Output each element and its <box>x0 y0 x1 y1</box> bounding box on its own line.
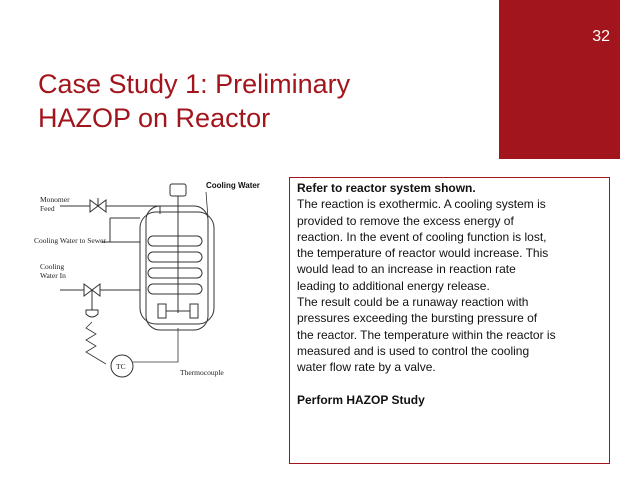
slide-title-line-1: Case Study 1: Preliminary <box>38 69 351 99</box>
label-tc: TC <box>116 362 126 371</box>
paragraph-2-line: pressures exceeding the bursting pressure of <box>297 311 538 326</box>
slide-number-box <box>499 0 620 159</box>
cooling-coil <box>148 268 202 278</box>
cooling-coil <box>148 252 202 262</box>
label-monomer-feed-1: Monomer <box>40 195 70 204</box>
slide-title <box>38 67 478 135</box>
thermocouple-line <box>133 328 178 362</box>
task-instruction: Perform HAZOP Study <box>297 392 425 407</box>
impeller-blade <box>190 304 198 318</box>
cooling-coil <box>148 236 202 246</box>
paragraph-1-line: leading to additional energy release. <box>297 278 490 293</box>
description-box <box>289 177 610 464</box>
paragraph-1-line: The reaction is exothermic. A cooling system is <box>297 197 546 212</box>
paragraph-1-line: provided to remove the excess energy of <box>297 213 514 228</box>
control-signal-line <box>86 322 106 364</box>
impeller-blade <box>158 304 166 318</box>
label-cooling-water: Cooling Water <box>206 181 260 190</box>
paragraph-2-line: the reactor. The temperature within the reactor is <box>297 327 556 342</box>
reactor-diagram <box>30 178 290 388</box>
agitator-motor <box>170 184 186 196</box>
label-cooling-water-in-1: Cooling <box>40 262 65 271</box>
label-cooling-water-to-sewer: Cooling Water to Sewer <box>34 236 106 245</box>
label-thermocouple: Thermocouple <box>180 368 224 377</box>
cooling-coil <box>148 284 202 294</box>
paragraph-2-line: water flow rate by a valve. <box>297 360 436 375</box>
slide-title-line-2: HAZOP on Reactor <box>38 103 271 133</box>
paragraph-1-line: reaction. In the event of cooling function is lost, <box>297 229 547 244</box>
valve-actuator <box>86 310 98 317</box>
label-cooling-water-in-2: Water In <box>40 271 66 280</box>
paragraph-1-line: would lead to an increase in reaction rate <box>297 262 516 277</box>
paragraph-1-line: the temperature of reactor would increase. This <box>297 246 549 261</box>
label-monomer-feed-2: Feed <box>40 204 55 213</box>
paragraph-2-line: The result could be a runaway reaction with <box>297 295 529 310</box>
paragraph-2-line: measured and is used to control the cooling <box>297 343 530 358</box>
slide-number: 32 <box>592 28 610 45</box>
description-heading: Refer to reactor system shown. <box>297 181 476 195</box>
reactor-schematic <box>30 178 290 388</box>
